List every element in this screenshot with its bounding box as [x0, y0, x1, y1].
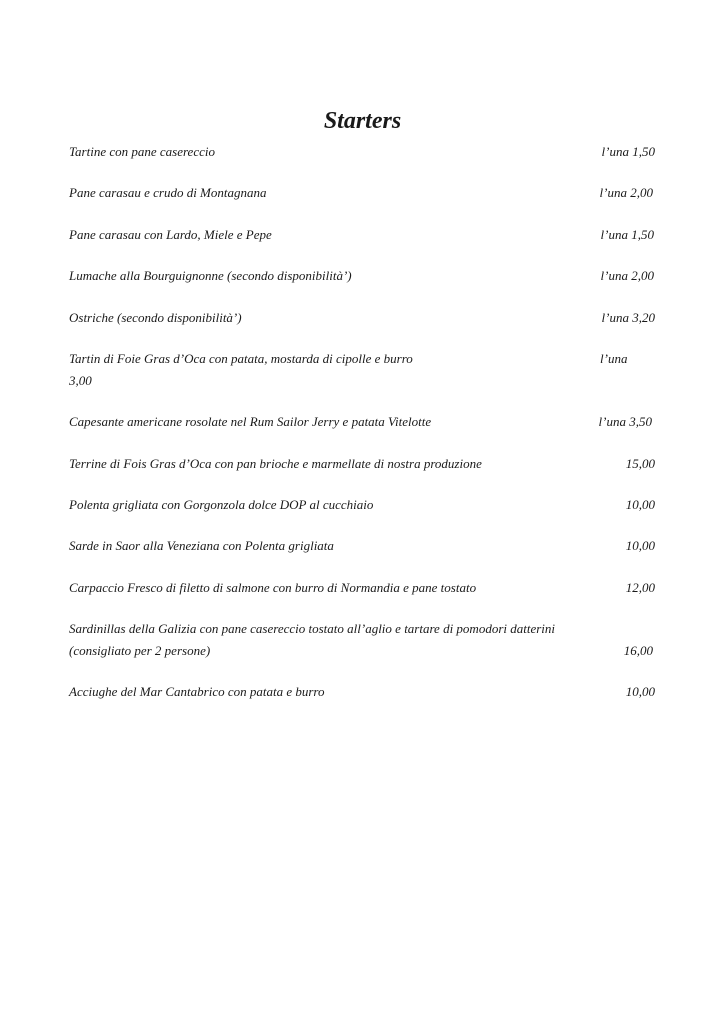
menu-item-price-wrap: 3,00: [69, 373, 92, 388]
menu-item-name: Acciughe del Mar Cantabrico con patata e burro: [69, 684, 325, 699]
menu-item-price: l’una 2,00: [600, 268, 654, 283]
menu-item-price: 10,00: [625, 684, 655, 699]
menu-item-price: 10,00: [625, 538, 655, 553]
menu-item-name: Tartin di Foie Gras d’Oca con patata, mostarda di cipolle e burro: [69, 351, 413, 366]
menu-item-price: l’una 3,50: [598, 414, 652, 429]
menu-item-price: 15,00: [625, 456, 655, 471]
menu-item-name: Ostriche (secondo disponibilità’): [69, 310, 242, 325]
menu-item-price: l’una 2,00: [599, 185, 653, 200]
menu-item-price: l’una 3,20: [601, 310, 655, 325]
menu-item-price: 16,00: [623, 643, 653, 658]
menu-item-price: l’una 1,50: [601, 144, 655, 159]
menu-item-name: Terrine di Fois Gras d’Oca con pan brioche e marmellate di nostra produzione: [69, 456, 482, 471]
menu-item-name: Tartine con pane casereccio: [69, 144, 215, 159]
menu-item-name: Lumache alla Bourguignonne (secondo disponibilità’): [69, 268, 352, 283]
menu-title: Starters: [323, 108, 402, 134]
menu-item-name: Pane carasau e crudo di Montagnana: [69, 185, 267, 200]
menu-item-name: Capesante americane rosolate nel Rum Sailor Jerry e patata Vitelotte: [69, 414, 432, 429]
menu-item-name: Sarde in Saor alla Veneziana con Polenta grigliata: [69, 538, 334, 553]
menu-item-name: Pane carasau con Lardo, Miele e Pepe: [69, 227, 272, 242]
menu-item-price: l’una 1,50: [600, 227, 654, 242]
menu-item-price: 10,00: [625, 497, 655, 512]
menu-item-price: 12,00: [625, 580, 655, 595]
menu-item-name: Carpaccio Fresco di filetto di salmone con burro di Normandia e pane tostato: [69, 580, 477, 595]
menu-item-name: Sardinillas della Galizia con pane casereccio tostato all’aglio e tartare di pomodori datterini: [69, 621, 556, 636]
menu-item-name-line2: (consigliato per 2 persone): [69, 643, 211, 658]
menu-item-name: Polenta grigliata con Gorgonzola dolce DOP al cucchiaio: [69, 497, 374, 512]
menu-item-price: l’una: [600, 351, 628, 366]
